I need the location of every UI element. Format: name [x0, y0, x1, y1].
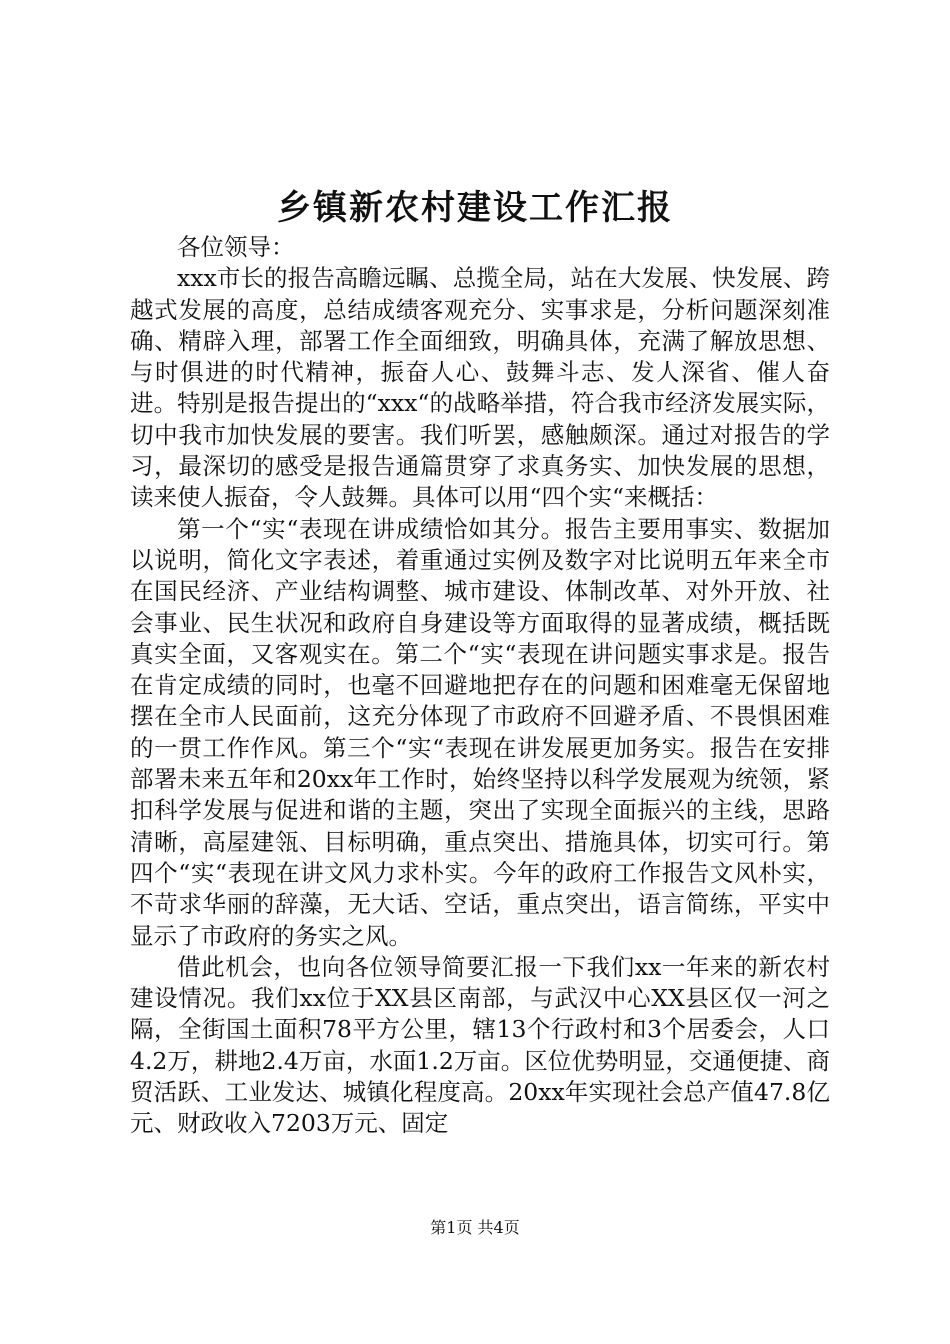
- paragraph-2: 第一个“实“表现在讲成绩恰如其分。报告主要用事实、数据加以说明，简化文字表述，着重通过实例及数字对比说明五年来全市在国民经济、产业结构调整、城市建设、体制改革、对外开放、社会事业、民生状况和政府自身建设等方面取得的显著成绩，概括既真实全面，又客观实在。第二个“实“表现在讲问题实事求是。报告在肯定成绩的同时，也毫不回避地把存在的问题和困难毫无保留地摆在全市人民面前，这充分体现了市政府不回避矛盾、不畏惧困难的一贯工作作风。第三个“实“表现在讲发展更加务实。报告在安排部署未来五年和20xx年工作时，始终坚持以科学发展观为统领，紧扣科学发展与促进和谐的主题，突出了实现全面振兴的主线，思路清晰，高屋建瓴、目标明确，重点突出、措施具体，切实可行。第四个“实“表现在讲文风力求朴实。今年的政府工作报告文风朴实，不苛求华丽的辞藻，无大话、空话，重点突出，语言简练，平实中显示了市政府的务实之风。: [130, 514, 830, 950]
- paragraph-3: 借此机会，也向各位领导简要汇报一下我们xx一年来的新农村建设情况。我们xx位于XX县区南部，与武汉中心XX县区仅一河之隔，全街国土面积78平方公里，辖13个行政村和3个居委会，人口4.2万，耕地2.4万亩，水面1.2万亩。区位优势明显，交通便捷、商贸活跃、工业发达、城镇化程度高。20xx年实现社会总产值47.8亿元、财政收入7203万元、固定: [130, 952, 830, 1138]
- paragraph-1: xxx市长的报告高瞻远瞩、总揽全局，站在大发展、快发展、跨越式发展的高度，总结成绩客观充分、实事求是，分析问题深刻准确、精辟入理，部署工作全面细致，明确具体，充满了解放思想、与时俱进的时代精神，振奋人心、鼓舞斗志、发人深省、催人奋进。特别是报告提出的“xxx“的战略举措，符合我市经济发展实际，切中我市加快发展的要害。我们听罢，感触颇深。通过对报告的学习，最深切的感受是报告通篇贯穿了求真务实、加快发展的思想，读来使人振奋，令人鼓舞。具体可以用“四个实“来概括：: [130, 264, 830, 512]
- salutation: 各位领导：: [177, 233, 295, 261]
- document-title: 乡镇新农村建设工作汇报: [277, 188, 673, 228]
- page-footer: 第1页 共4页: [430, 1218, 520, 1237]
- document-body: [130, 232, 830, 1140]
